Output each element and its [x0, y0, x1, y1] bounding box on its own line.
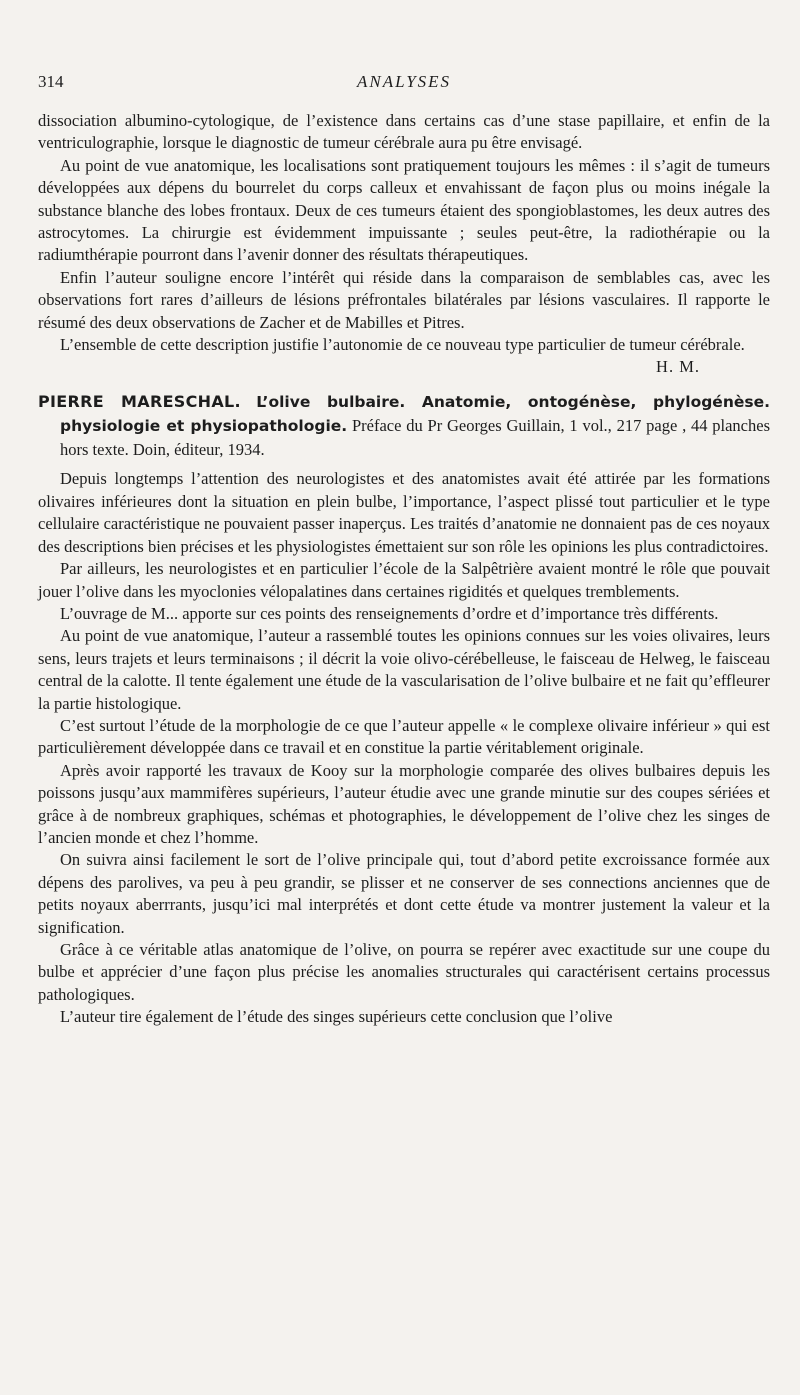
- paragraph: Enfin l’auteur souligne encore l’intérêt qui réside dans la comparaison de semblables cas, avec les observations fort rares d’ailleurs de lésions préfrontales bilatérales par lésions vasculaires. Il rapporte le résumé des deux observations de Zacher et de Mabilles et Pitres.: [38, 267, 770, 332]
- paragraph: C’est surtout l’étude de la morphologie de ce que l’auteur appelle « le complexe olivaire inférieur » qui est particulièrement développée dans ce travail et en constitue la partie véritablement originale.: [38, 715, 770, 758]
- paragraph: L’ouvrage de M... apporte sur ces points des renseignements d’ordre et d’importance très différents.: [60, 603, 719, 623]
- paragraph-with-signature: [38, 334, 770, 377]
- running-head: [38, 72, 770, 96]
- paragraph: Par ailleurs, les neurologistes et en particulier l’école de la Salpêtrière avaient montré le rôle que pouvait jouer l’olive dans les myoclonies vélopalatines dans certaines rigidités et quelques tremblements.: [38, 559, 770, 601]
- review-body: [38, 468, 770, 1028]
- paragraph: Au point de vue anatomique, les localisations sont pratiquement toujours les mêmes : il s’agit de tumeurs développées aux dépens du bourrelet du corps calleux et envahissant de façon plus ou moins inégale la substance blanche des lobes frontaux. Deux de ces tumeurs étaient des spongioblastomes, les deux autres des astrocytomes. La chirurgie est évidemment impuissante ; seules peut-être, la radiothérapie ou la radiumthérapie pourront dans l’avenir donner des résultats thérapeutiques.: [38, 155, 770, 265]
- page-number: 314: [38, 72, 64, 91]
- review-heading: [38, 390, 770, 462]
- paragraph-text: L’ensemble de cette description justifie l’autonomie de ce nouveau type particulier de tumeur cérébrale.: [60, 335, 745, 355]
- previous-review-end: [38, 110, 770, 377]
- paragraph: Après avoir rapporté les travaux de Kooy sur la morphologie comparée des olives bulbaires depuis les poissons jusqu’aux mammifères supérieurs, l’auteur étudie avec une grande minutie sur des coupes sériées et grâce à de nombreux graphiques, schémas et photographies, le développement de l’olive chez les singes de l’ancien monde et chez l’homme.: [38, 760, 770, 847]
- review-author: PIERRE MARESCHAL.: [38, 392, 241, 412]
- book-details: Préface du Pr Georges Guillain, 1 vol., 217 page , 44 planches hors texte. Doin, éditeur, 1934.: [60, 416, 770, 460]
- paragraph: L’auteur tire également de l’étude des singes supérieurs cette conclusion que l’olive: [60, 1007, 613, 1027]
- paragraph: Depuis longtemps l’attention des neurologistes et des anatomistes avait été attirée par les formations olivaires inférieures dont la situation en plein bulbe, l’importance, l’aspect plissé tout particulier et le type cellulaire caractéristique ne pouvaient passer inaperçus. Les traités d’anatomie ne donnaient pas de ces noyaux des descriptions bien précises et les physiologistes émettaient sur son rôle les opinions les plus contradictoires.: [38, 469, 770, 556]
- book-title: L’olive bulbaire. Anatomie, ontogénèse, phylogénèse. physiologie et physiopathologie.: [60, 393, 770, 436]
- paragraph: dissociation albumino-cytologique, de l’existence dans certains cas d’une stase papillaire, et enfin de la ventriculographie, lorsque le diagnostic de tumeur cérébrale aura pu être envisagé.: [38, 111, 770, 153]
- paragraph: On suivra ainsi facilement le sort de l’olive principale qui, tout d’abord petite excroissance formée aux dépens des parolives, va peu à peu grandir, se plisser et ne conserver de ses connections anciennes que de petits noyaux aberrrants, jusqu’ici mal interprétés et dont cette étude va montrer justement la valeur et la signification.: [38, 850, 770, 937]
- paragraph: Au point de vue anatomique, l’auteur a rassemblé toutes les opinions connues sur les voies olivaires, leurs sens, leurs trajets et leurs terminaisons ; il décrit la voie olivo-cérébelleuse, le faisceau de Helweg, le faisceau central de la calotte. Il tente également une étude de la vascularisation de l’olive bulbaire et ne fait qu’effleurer la partie histologique.: [38, 626, 770, 713]
- paragraph: Grâce à ce véritable atlas anatomique de l’olive, on pourra se repérer avec exactitude sur une coupe du bulbe et apprécier d’une façon plus précise les anomalies structurales qui caractérisent certains processus pathologiques.: [38, 940, 770, 1004]
- review-signature: H. M.: [656, 357, 700, 377]
- section-title: ANALYSES: [356, 72, 452, 91]
